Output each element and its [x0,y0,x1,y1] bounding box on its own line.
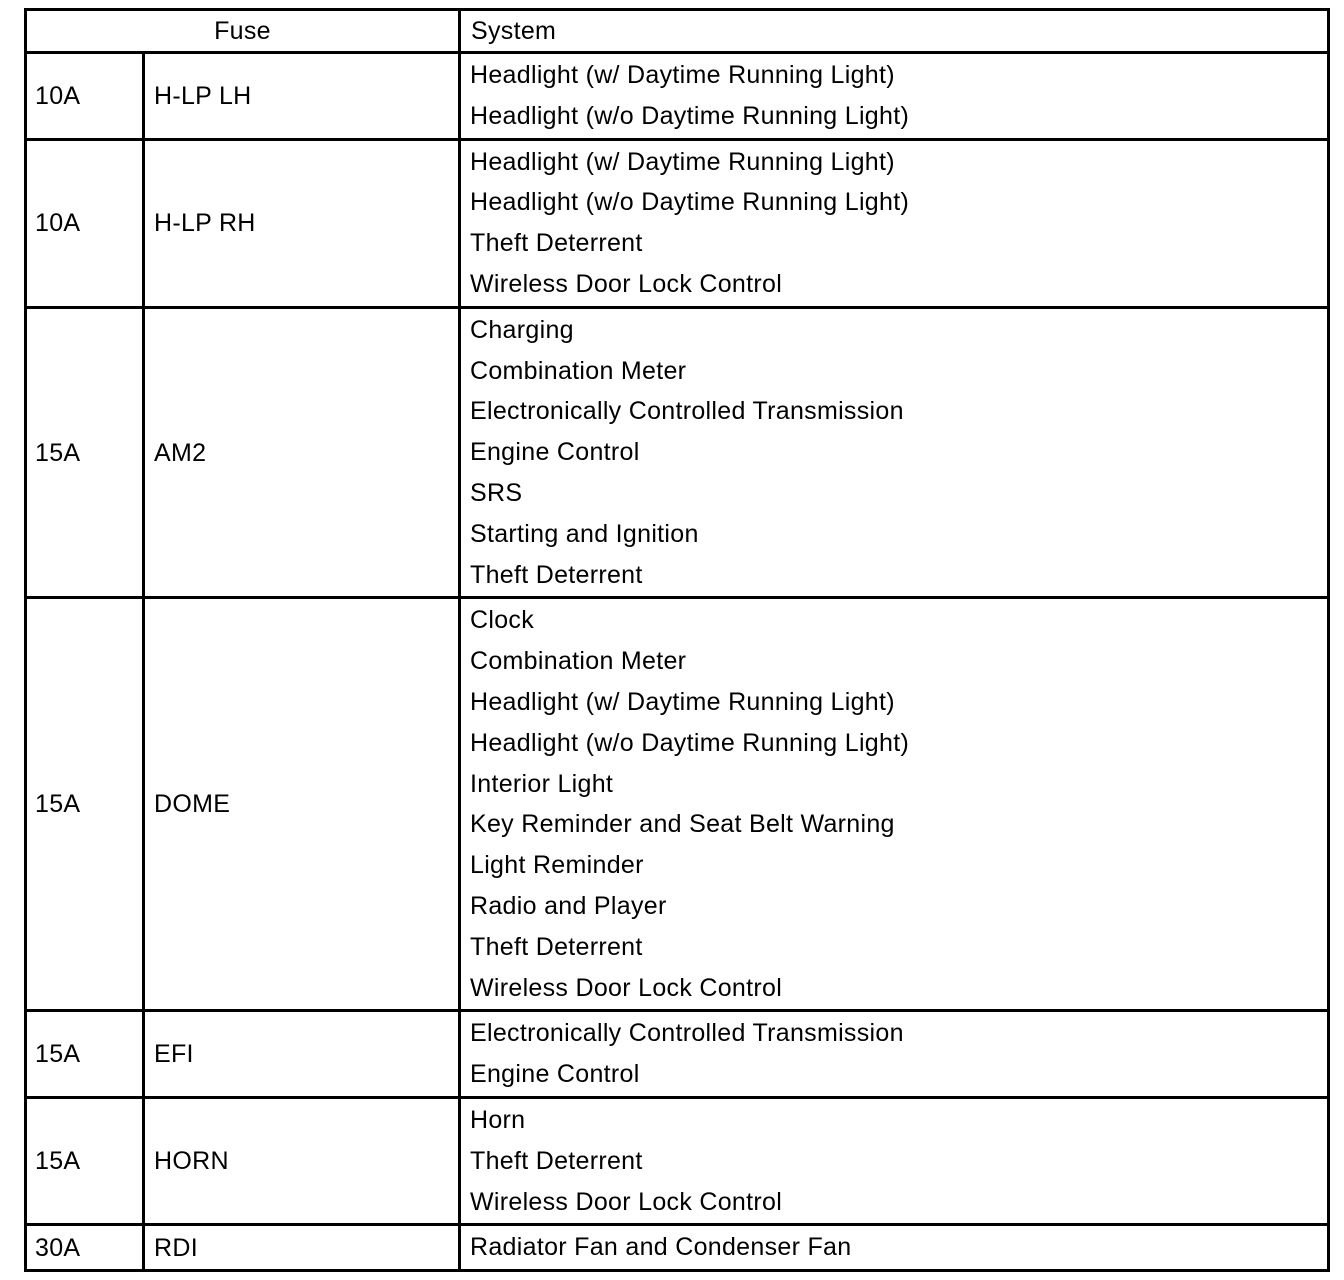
system-item: Radio and Player [470,891,667,920]
system-column-header: System [460,10,1329,53]
system-item: Radiator Fan and Condenser Fan [470,1233,852,1262]
table-row [26,1097,1329,1224]
system-item: Theft Deterrent [470,229,643,258]
system-item: Combination Meter [470,647,687,676]
system-list [460,1011,1329,1098]
system-item: Light Reminder [470,851,644,880]
system-list [460,53,1329,140]
table-row [26,598,1329,1011]
system-item: Electronically Controlled Transmission [470,397,904,426]
system-item: Theft Deterrent [470,1146,643,1175]
system-item: Wireless Door Lock Control [470,269,783,298]
system-item: Wireless Door Lock Control [470,973,783,1002]
system-item: Engine Control [470,1060,640,1089]
table-row [26,307,1329,598]
fuse-amperage: 15A [26,307,144,598]
header-row [26,10,1329,53]
fuse-amperage: 15A [26,598,144,1011]
system-item: Wireless Door Lock Control [470,1187,783,1216]
fuse-table [24,8,1330,1272]
system-item: Headlight (w/o Daytime Running Light) [470,728,910,757]
system-list [460,1097,1329,1224]
system-list [460,598,1329,1011]
fuse-name: H-LP LH [144,53,460,140]
table-row [26,1225,1329,1271]
system-item: SRS [470,478,523,507]
system-item: Charging [470,315,574,344]
fuse-name: EFI [144,1011,460,1098]
table-row [26,53,1329,140]
system-item: Headlight (w/ Daytime Running Light) [470,147,895,176]
system-item: Clock [470,606,535,635]
system-item: Headlight (w/ Daytime Running Light) [470,687,895,716]
system-list [460,139,1329,307]
table-row [26,1011,1329,1098]
fuse-name: DOME [144,598,460,1011]
system-item: Starting and Ignition [470,519,699,548]
system-item: Theft Deterrent [470,560,643,589]
fuse-amperage: 15A [26,1011,144,1098]
system-item: Key Reminder and Seat Belt Warning [470,810,895,839]
fuse-column-header: Fuse [26,10,460,53]
system-item: Interior Light [470,769,614,798]
fuse-name: HORN [144,1097,460,1224]
fuse-amperage: 15A [26,1097,144,1224]
fuse-amperage: 30A [26,1225,144,1271]
table-row [26,139,1329,307]
system-item: Headlight (w/o Daytime Running Light) [470,188,910,217]
fuse-name: H-LP RH [144,139,460,307]
system-item: Headlight (w/ Daytime Running Light) [470,61,895,89]
system-item: Theft Deterrent [470,932,643,961]
fuse-amperage: 10A [26,139,144,307]
fuse-name: RDI [144,1225,460,1271]
system-item: Electronically Controlled Transmission [470,1019,904,1048]
fuse-name: AM2 [144,307,460,598]
system-item: Combination Meter [470,356,687,385]
system-item: Headlight (w/o Daytime Running Light) [470,101,910,130]
system-item: Horn [470,1105,526,1134]
fuse-amperage: 10A [26,53,144,140]
system-list [460,1225,1329,1271]
system-item: Engine Control [470,438,640,467]
system-list [460,307,1329,598]
